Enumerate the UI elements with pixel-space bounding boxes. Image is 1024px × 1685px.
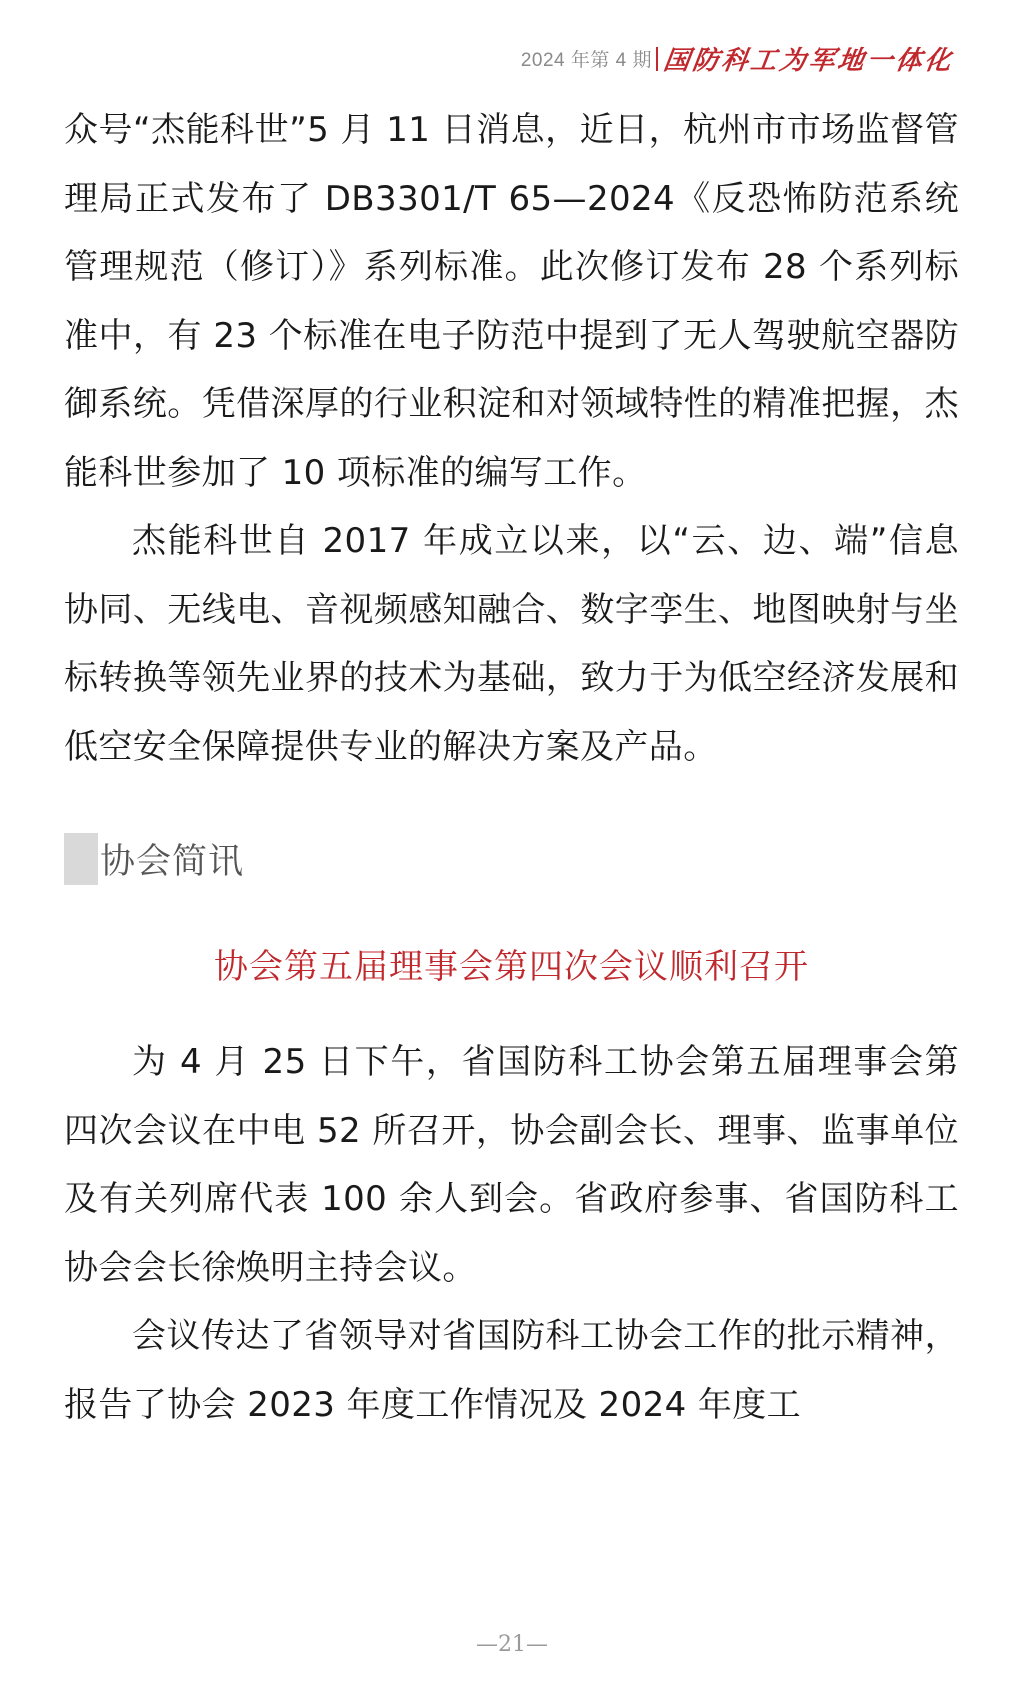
- article-paragraph: 会议传达了省领导对省国防科工协会工作的批示精神，报告了协会 2023 年度工作情况及 2024 年度工: [64, 1316, 959, 1425]
- issue-label: 2024 年第 4 期: [520, 50, 652, 71]
- page-number: —21—: [476, 1632, 548, 1657]
- masthead-logo: 国防科工为军地一体化: [661, 46, 956, 76]
- article-title: 协会第五届理事会第四次会议顺利召开: [214, 947, 809, 987]
- page-content: [64, 96, 959, 1439]
- section-marker: [64, 833, 98, 885]
- paragraph-company-intro: 杰能科世自 2017 年成立以来，以“云、边、端”信息协同、无线电、音视频感知融合、数字孪生、地图映射与坐标转换等领先业界的技术为基础，致力于为低空经济发展和低空安全保障提供专业的解决方案及产品。: [64, 521, 959, 767]
- section-heading: [64, 831, 959, 887]
- article-paragraph: 为 4 月 25 日下午，省国防科工协会第五届理事会第四次会议在中电 52 所召开，协会副会长、理事、监事单位及有关列席代表 100 余人到会。省政府参事、省国防科工协会会长徐焕明主持会议。: [64, 1042, 959, 1288]
- paragraph-continued: 众号“杰能科世”5 月 11 日消息，近日，杭州市市场监督管理局正式发布了 DB3301/T 65—2024《反恐怖防范系统管理规范（修订）》系列标准。此次修订发布 28 个系列标准中，有 23 个标准在电子防范中提到了无人驾驶航空器防御系统。凭借深厚的行业积淀和对领域特性的精准把握，杰能科世参加了 10 项标准的编写工作。: [64, 110, 959, 493]
- section-label: 协会简讯: [100, 842, 245, 882]
- header-divider: [656, 47, 658, 71]
- page-header: [521, 40, 954, 77]
